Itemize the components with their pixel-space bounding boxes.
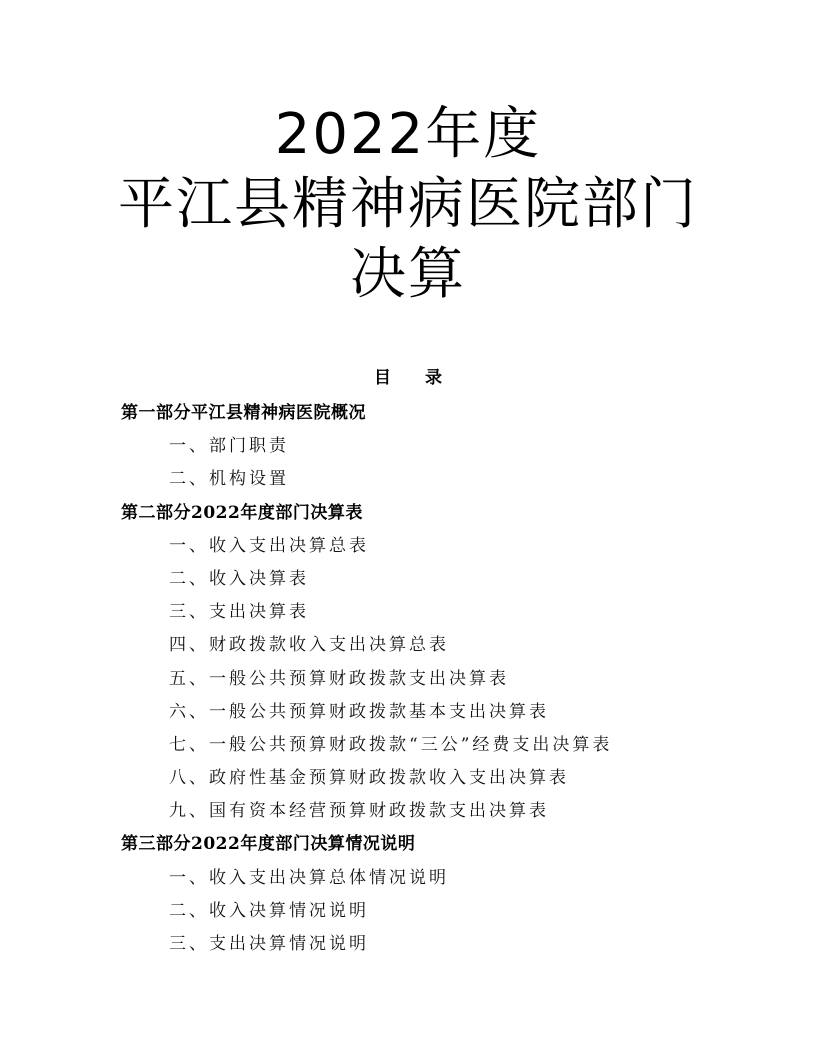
toc-heading: 目 录	[374, 368, 456, 388]
title-line-year: 2022年度	[274, 102, 542, 167]
title-line-subject: 决算	[350, 242, 466, 307]
toc-part-1: 第一部分平江县精神病医院概况	[121, 403, 366, 423]
toc-part-2: 第二部分2022年度部门决算表	[121, 502, 363, 523]
document-title	[0, 100, 816, 310]
toc-entry: 五、一般公共预算财政拨款支出决算表	[169, 668, 509, 689]
toc-part-3: 第三部分2022年度部门决算情况说明	[121, 834, 416, 855]
table-of-contents	[121, 397, 761, 961]
toc-entry: 七、一般公共预算财政拨款“三公”经费支出决算表	[169, 734, 613, 755]
toc-entry: 六、一般公共预算财政拨款基本支出决算表	[169, 701, 549, 722]
toc-entry: 三、支出决算表	[169, 602, 309, 623]
toc-entry: 九、国有资本经营预算财政拨款支出决算表	[169, 801, 549, 822]
toc-entry: 一、部门职责	[169, 436, 289, 457]
toc-entry: 八、政府性基金预算财政拨款收入支出决算表	[169, 768, 569, 789]
toc-entry: 二、机构设置	[169, 469, 289, 490]
toc-entry: 一、收入支出决算总体情况说明	[169, 867, 449, 888]
toc-entry: 四、财政拨款收入支出决算总表	[169, 635, 449, 656]
title-line-organization: 平江县精神病医院部门	[118, 172, 698, 237]
toc-entry: 一、收入支出决算总表	[169, 535, 369, 556]
toc-entry: 二、收入决算表	[169, 568, 309, 589]
toc-entry: 三、支出决算情况说明	[169, 934, 369, 954]
toc-entry: 二、收入决算情况说明	[169, 900, 369, 921]
